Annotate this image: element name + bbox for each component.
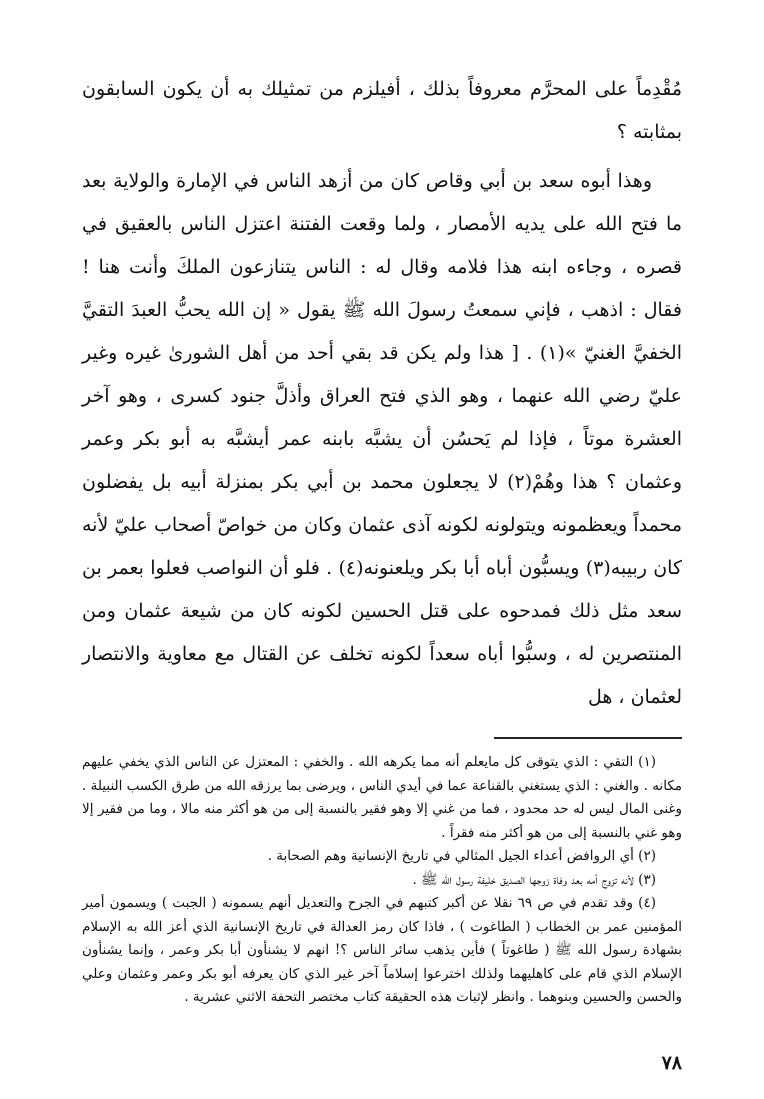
footnote-4: (٤) وقد تقدم في ص ٦٩ نقلا عن أكبر كتبهم في الجرح والتعديل أنهم يسمونه ( الجبت ) ويسمون أمير المؤمنين عمر بن الخطاب ( الطاغوت ) ، فاذا كان رمز العدالة في تاريخ الإنسانية الذي أعز الله به الإسلام بشهادة رسول الله ﷺ ( طاغوتاً ) فأين يذهب سائر الناس ؟! انهم لا يشنأون أبا بكر وعمر ، وإنما يشنأون الإسلام الذي قام على كاهليهما ولذلك اخترعوا إسلاماً آخر غير الذي كان يعرفه أبو بكر وعمر وعثمان وعلي والحسن والحسين وبنوهما . وانظر لإثبات هذه الحقيقة كتاب مختصر التحفة الاثني عشرية . bbox=[82, 895, 682, 1005]
footnote-1: (١) التقي : الذي يتوقى كل مايعلم أنه مما يكرهه الله . والخفي : المعتزل عن الناس الذي يخفي عليهم مكانه . والغني : الذي يستغني بالقناعة عما في أيدي الناس ، ويرضى بما يرزقه الله من طرق الكسب النبيلة . وغنى المال ليس له حد محدود ، فما من غني إلا وهو فقير بالنسبة إلى من هو أكثر منه مالا ، وما من فقير إلا وهو غني بالنسبة إلى من هو أكثر منه فقراً . bbox=[82, 754, 682, 841]
footnote-divider bbox=[494, 737, 682, 739]
footnote-3: (٣) لأنه تزوج أمه بعد وفاة زوجها الصديق خليفة رسول الله ﷺ . bbox=[412, 871, 656, 888]
footnote-2: (٢) أي الروافض أعداء الجيل المثالي في تاريخ الإنسانية وهم الصحابة . bbox=[267, 848, 656, 864]
main-text bbox=[82, 68, 682, 719]
footnotes bbox=[82, 751, 682, 1010]
paragraph-continuation: مُقْدِماً على المحرَّم معروفاً بذلك ، أفيلزم من تمثيلك به أن يكون السابقون بمثابته ؟ bbox=[82, 78, 682, 143]
book-page bbox=[82, 68, 683, 1074]
page-number: ٧٨ bbox=[661, 1052, 682, 1074]
paragraph-saad: وهذا أبوه سعد بن أبي وقاص كان من أزهد الناس في الإمارة والولاية بعد ما فتح الله على يديه الأمصار ، ولما وقعت الفتنة اعتزل الناس بالعقيق في قصره ، وجاءه ابنه هذا فلامه وقال له : الناس يتنازعون الملكَ وأنت هنا ! فقال : اذهب ، فإني سمعتُ رسولَ الله ﷺ يقول « إن الله يحبُّ العبدَ التقيَّ الخفيَّ الغنيّ »(١) . [ هذا ولم يكن قد بقي أحد من أهل الشورىٰ غيره وغير عليّ رضي الله عنهما ، وهو الذي فتح العراق وأذلَّ جنود كسرى ، وهو آخر العشرة موتاً ، فإذا لم يَحسُن أن يشبَّه بابنه عمر أيشبَّه به أبو بكر وعمر وعثمان ؟ هذا وهُمْ(٢) لا يجعلون محمد بن أبي بكر بمنزلة أبيه بل يفضلون محمداً ويعظمونه ويتولونه لكونه آذى عثمان وكان من خواصّ أصحاب عليّ لأنه كان ربيبه(٣) ويسبُّون أباه أبا بكر ويلعنونه(٤) . فلو أن النواصب فعلوا بعمر بن سعد مثل ذلك فمدحوه على قتل الحسين لكونه كان من شيعة عثمان ومن المنتصرين له ، وسبُّوا أباه سعداً لكونه تخلف عن القتال مع معاوية والانتصار لعثمان ، هل bbox=[82, 170, 683, 708]
